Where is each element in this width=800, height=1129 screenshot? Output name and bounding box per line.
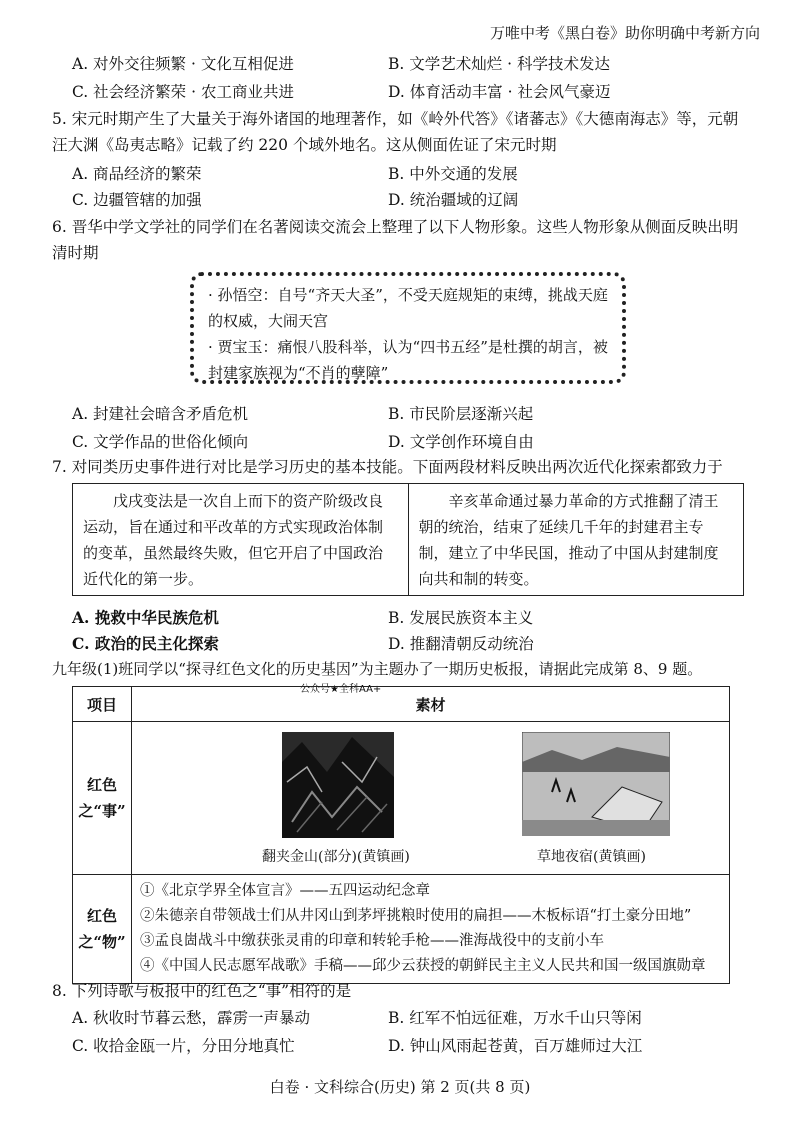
q7-material-xinhai: 辛亥革命通过暴力革命的方式推翻了清王朝的统治，结束了延续几千年的封建君主专制，建立了中华民国，推动了中国从封建制度向共和制的转变。 bbox=[418, 492, 719, 588]
q7-option-c: C. 政治的民主化探索 bbox=[72, 634, 219, 653]
q7-option-d: D. 推翻清朝反动统治 bbox=[388, 635, 534, 653]
q6-quote-sun-wukong: · 孙悟空：自号“齐天大圣”，不受天庭规矩的束缚，挑战天庭的权威，大闹天宫 bbox=[208, 286, 608, 330]
board-col-material: 素材 bbox=[132, 687, 730, 722]
q8-option-b: B. 红军不怕远征难，万水千山只等闲 bbox=[388, 1009, 642, 1027]
q4-option-d: D. 体育活动丰富 · 社会风气豪迈 bbox=[388, 83, 611, 101]
q6-option-d: D. 文学创作环境自由 bbox=[388, 433, 534, 451]
board-row-object-head: 红色之“物” bbox=[73, 875, 132, 984]
q8-option-d: D. 钟山风雨起苍黄，百万雄师过大江 bbox=[388, 1037, 643, 1055]
q4-option-a: A. 对外交往频繁 · 文化互相促进 bbox=[72, 55, 294, 73]
q6-quote-jia-baoyu: · 贾宝玉：痛恨八股科举，认为“四书五经”是杜撰的胡言，被封建家族视为“不肖的孽障” bbox=[208, 338, 608, 382]
q8-9-intro: 九年级(1)班同学以“探寻红色文化的历史基因”为主题办了一期历史板报，请据此完成第 8、9 题。 bbox=[52, 660, 703, 678]
q5-option-c: C. 边疆管辖的加强 bbox=[72, 191, 202, 209]
q6-option-a: A. 封建社会暗含矛盾危机 bbox=[72, 405, 249, 423]
q7-option-b: B. 发展民族资本主义 bbox=[388, 609, 534, 627]
pic2-caption: 草地夜宿(黄镇画) bbox=[537, 849, 646, 865]
q8-option-c: C. 收拾金瓯一片，分田分地真忙 bbox=[72, 1037, 295, 1055]
q6-option-b: B. 市民阶层逐渐兴起 bbox=[388, 405, 534, 423]
q7-option-a: A. 挽救中华民族危机 bbox=[72, 608, 219, 627]
pic1-caption: 翻夹金山(部分)(黄镇画) bbox=[262, 849, 410, 865]
q8-option-a: A. 秋收时节暮云愁，霹雳一声暴动 bbox=[72, 1009, 311, 1027]
q7-material-wuxu: 戊戌变法是一次自上而下的资产阶级改良运动，旨在通过和平改革的方式实现政治体制的变革，虽然最终失败，但它开启了中国政治近代化的第一步。 bbox=[73, 484, 409, 595]
board-object-item-1: ①《北京学界全体宣言》——五四运动纪念章 bbox=[140, 883, 430, 899]
painting-jiajin-mountain bbox=[282, 732, 394, 838]
q7-stem: 7. 对同类历史事件进行对比是学习历史的基本技能。下面两段材料反映出两次近代化探索都致力于 bbox=[52, 458, 723, 476]
q7-comparison-table bbox=[72, 483, 744, 596]
q5-option-a: A. 商品经济的繁荣 bbox=[72, 165, 202, 183]
board-object-item-4: ④《中国人民志愿军战歌》手稿——邱少云获授的朝鲜民主主义人民共和国一级国旗勋章 bbox=[140, 958, 706, 974]
q5-option-d: D. 统治疆域的辽阔 bbox=[388, 191, 519, 209]
q4-option-c: C. 社会经济繁荣 · 农工商业共进 bbox=[72, 83, 294, 101]
q5-stem: 5. 宋元时期产生了大量关于海外诸国的地理著作，如《岭外代答》《诸蕃志》《大德南海志》等，元朝汪大渊《岛夷志略》记载了约 220 个域外地名。这从侧面佐证了宋元时期 bbox=[52, 110, 739, 154]
watermark: 公众号★全科AA+ bbox=[300, 684, 382, 695]
painting-grassland-night bbox=[522, 732, 670, 836]
q6-quote-box bbox=[190, 272, 626, 384]
q4-option-b: B. 文学艺术灿烂 · 科学技术发达 bbox=[388, 55, 611, 73]
board-object-item-3: ③孟良崮战斗中缴获张灵甫的印章和转轮手枪——淮海战役中的支前小车 bbox=[140, 933, 604, 949]
board-row-event-images bbox=[132, 722, 730, 875]
board-col-item: 项目 bbox=[73, 687, 132, 722]
q6-option-c: C. 文学作品的世俗化倾向 bbox=[72, 433, 249, 451]
board-row-event-head: 红色之“事” bbox=[73, 722, 132, 875]
page-header: 万唯中考《黑白卷》助你明确中考新方向 bbox=[489, 24, 760, 42]
board-row-object-items bbox=[132, 875, 730, 984]
q5-option-b: B. 中外交通的发展 bbox=[388, 165, 518, 183]
board-object-item-2: ②朱德亲自带领战士们从井冈山到茅坪挑粮时使用的扁担——木板标语“打土豪分田地” bbox=[140, 908, 692, 924]
q8-stem: 8. 下列诗歌与板报中的红色之“事”相符的是 bbox=[52, 982, 352, 1000]
history-board-table bbox=[72, 686, 730, 984]
page-footer: 白卷 · 文科综合(历史) 第 2 页(共 8 页) bbox=[269, 1078, 531, 1096]
q6-stem: 6. 晋华中学文学社的同学们在名著阅读交流会上整理了以下人物形象。这些人物形象从侧面反映出明清时期 bbox=[52, 218, 739, 262]
